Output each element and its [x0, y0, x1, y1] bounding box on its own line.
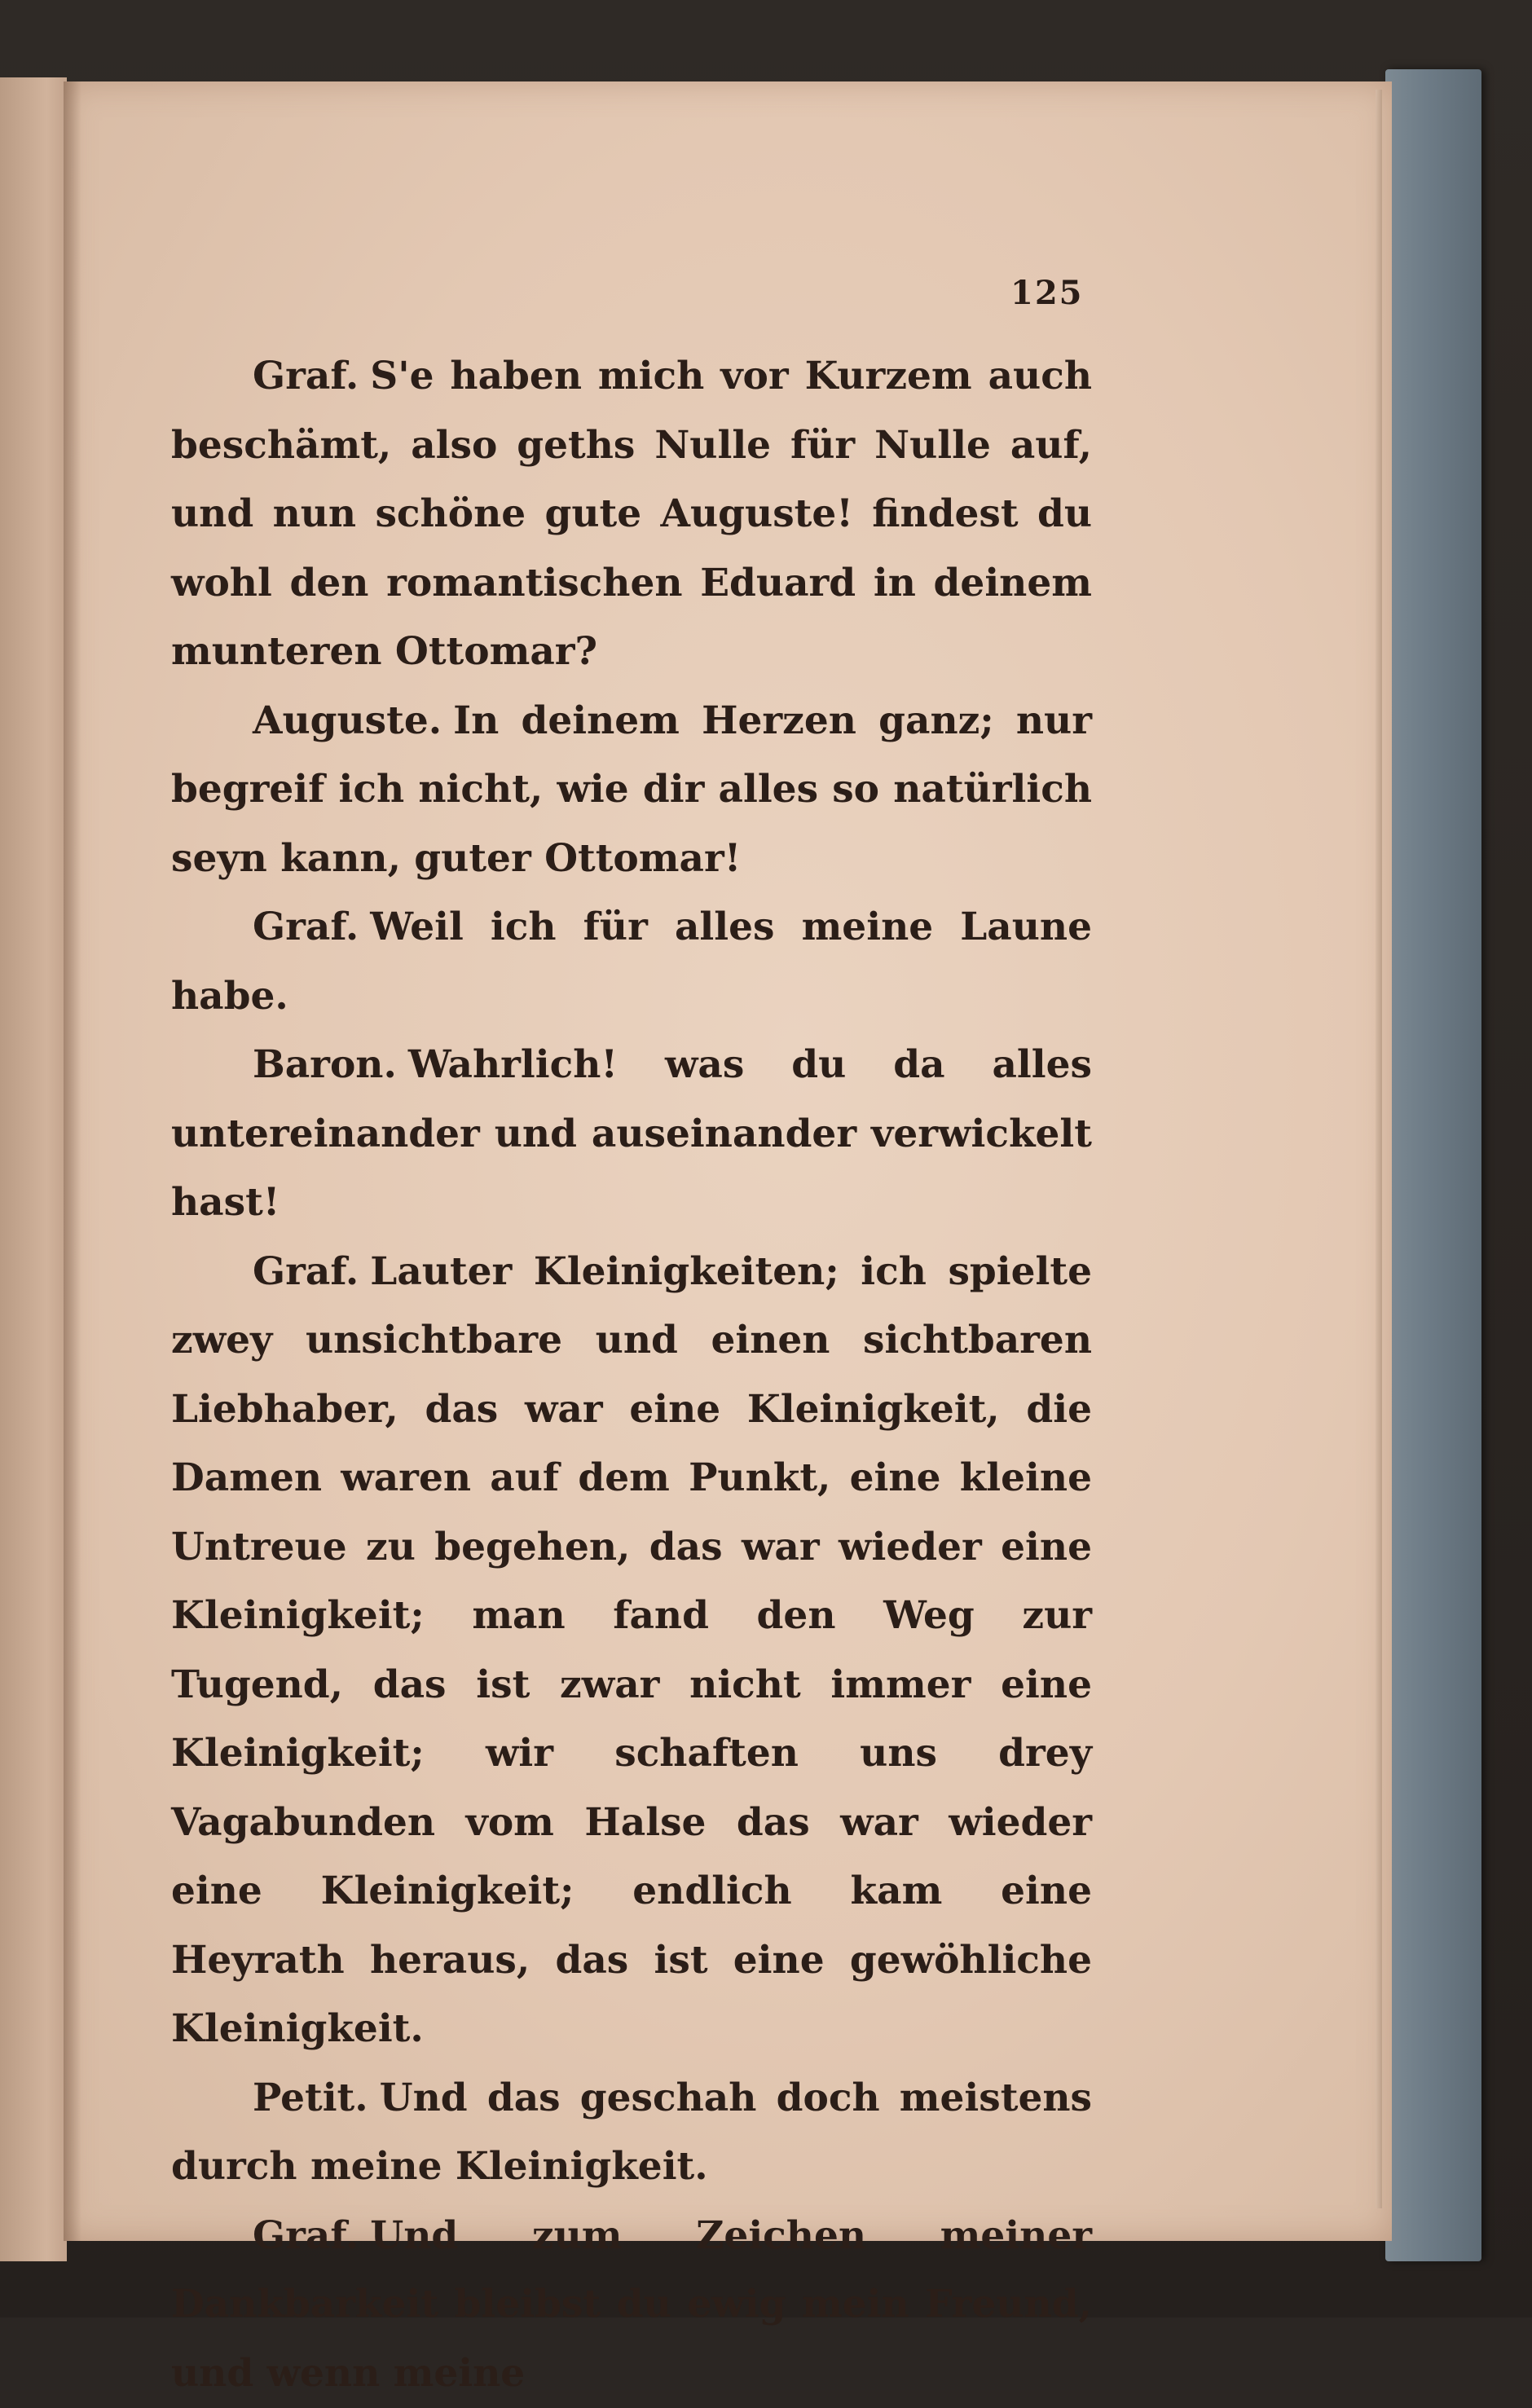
speech-text: In deinem Herzen ganz; nur begreif ich nicht, wie dir alles so natürlich seyn kann, guter Ottomar! — [171, 698, 1092, 881]
page-fore-edge — [1376, 90, 1382, 2208]
speech-text: Und zum Zeichen meiner Dankbarkeit bleibst du ewig mein Freund, und wenn meine — [171, 2213, 1092, 2396]
paragraph-2 — [171, 687, 1092, 894]
speech-text: Weil ich für alles meine Laune habe. — [171, 905, 1092, 1019]
paragraph-5 — [171, 1238, 1092, 2064]
paragraph-3 — [171, 893, 1092, 1031]
speaker-name: Graf. — [253, 1249, 359, 1294]
paragraph-6 — [171, 2064, 1092, 2202]
page-number: 125 — [1010, 274, 1084, 312]
speaker-name: Auguste. — [253, 698, 442, 743]
speech-text: Lauter Kleinigkeiten; ich spielte zwey unsichtbare und einen sichtbaren Liebhaber, das war eine Kleinigkeit, die Damen waren auf dem Punkt, eine kleine Untreue zu begehen, das war wieder eine Kleinigkeit; man fand den Weg zur Tugend, das ist zwar nicht immer eine Kleinigkeit; wir schaften uns drey Vagabunden vom Halse das war wieder eine Kleinigkeit; endlich kam eine Heyrath heraus, das ist eine gewöhliche Kleinigkeit. — [171, 1249, 1092, 2052]
page-text — [171, 342, 1092, 2408]
speaker-name: Baron. — [253, 1042, 397, 1087]
speech-text: S'e haben mich vor Kurzem auch beschämt, also geths Nulle für Nulle auf, und nun schöne gute Auguste! findest du wohl den romantischen Eduard in deinem munteren Ottomar? — [171, 354, 1092, 674]
speaker-name: Petit. — [253, 2076, 368, 2120]
speaker-name: Graf. — [253, 905, 359, 949]
paragraph-7 — [171, 2202, 1092, 2408]
speaker-name: Graf. — [253, 354, 359, 398]
speech-text: Wahrlich! was du da alles untereinander und auseinander verwickelt hast! — [171, 1042, 1092, 1225]
facing-page-edge — [0, 77, 67, 2261]
paragraph-4 — [171, 1031, 1092, 1238]
speech-text: Und das geschah doch meistens durch meine Kleinigkeit. — [171, 2076, 1092, 2190]
speaker-name: Graf. — [253, 2213, 359, 2258]
paragraph-1 — [171, 342, 1092, 687]
book-cover-edge — [1385, 69, 1481, 2261]
page-gutter-shadow — [64, 81, 81, 2241]
